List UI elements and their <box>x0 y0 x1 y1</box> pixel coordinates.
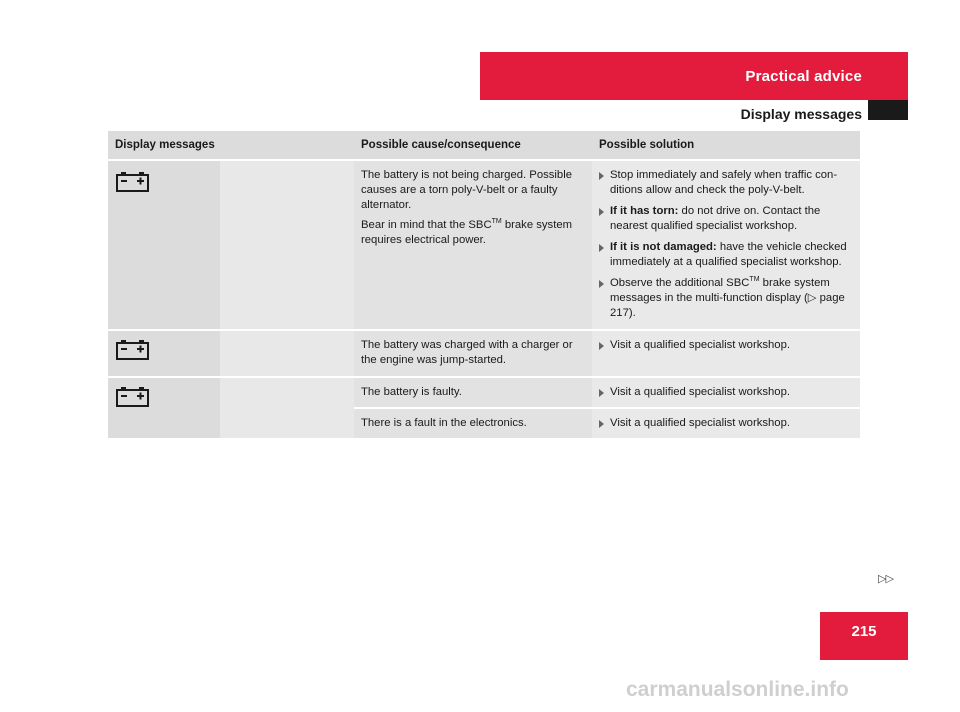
solution-step: Visit a qualified specialist workshop. <box>599 385 856 400</box>
section-title: Practical advice <box>480 52 908 100</box>
cause-cell: The battery was charged with a charger or the engine was jump-started. <box>354 331 592 376</box>
arrow-bullet-icon <box>599 208 604 216</box>
blank-cell <box>220 161 354 329</box>
solution-cell <box>592 409 860 438</box>
battery-icon <box>116 172 149 192</box>
cause-text: The battery is not being charged. Possible causes are a torn poly-V-belt or a faulty alternator. <box>361 169 573 211</box>
arrow-bullet-icon <box>599 280 604 288</box>
sub-rows <box>354 378 860 438</box>
arrow-bullet-icon <box>599 172 604 180</box>
table-row <box>108 159 860 329</box>
battery-icon <box>116 340 149 360</box>
arrow-bullet-icon <box>599 420 604 428</box>
solution-cell <box>592 161 860 329</box>
cause-cell: The battery is faulty. <box>354 378 592 407</box>
solution-step: Observe the additional SBC™ brake system messages in the multi-function display (▷ page 217). <box>599 276 856 321</box>
arrow-bullet-icon <box>599 389 604 397</box>
column-header-display: Display messages <box>108 131 354 159</box>
table-row <box>108 329 860 376</box>
solution-step: Visit a qualified specialist workshop. <box>599 416 856 431</box>
solution-step: Stop immediately and safely when traffic con-ditions allow and check the poly-V-belt. <box>599 168 856 198</box>
arrow-bullet-icon <box>599 244 604 252</box>
battery-icon <box>116 387 149 407</box>
cause-cell: There is a fault in the electronics. <box>354 409 592 438</box>
cause-cell <box>354 161 592 329</box>
watermark: carmanualsonline.info <box>626 678 849 701</box>
table-row <box>354 407 860 438</box>
table-row <box>354 378 860 407</box>
continue-arrows-icon: ▷▷ <box>878 573 893 585</box>
cause-text: Bear in mind that the SBC™ brake system requires electrical power. <box>361 218 573 246</box>
solution-step: If it has torn: do not drive on. Contact the nearest qualified specialist workshop. <box>599 204 856 234</box>
display-cell <box>108 161 220 329</box>
blank-cell <box>220 378 354 438</box>
display-messages-table <box>108 131 860 438</box>
display-cell <box>108 331 220 376</box>
arrow-bullet-icon <box>599 342 604 350</box>
column-header-cause: Possible cause/consequence <box>354 131 592 159</box>
table-row-group <box>108 376 860 438</box>
page-number: 215 <box>820 612 908 660</box>
solution-step: If it is not damaged: have the vehicle checked immediately at a qualified specialist workshop. <box>599 240 856 270</box>
subsection-title: Display messages <box>740 106 862 122</box>
display-cell <box>108 378 220 438</box>
solution-cell <box>592 331 860 376</box>
column-header-solution: Possible solution <box>592 131 860 159</box>
table-header-row <box>108 131 860 159</box>
page-reference-link[interactable]: ▷ page 217 <box>610 292 845 319</box>
header-marker <box>868 100 908 120</box>
solution-cell <box>592 378 860 407</box>
solution-step: Visit a qualified specialist workshop. <box>599 338 856 353</box>
blank-cell <box>220 331 354 376</box>
